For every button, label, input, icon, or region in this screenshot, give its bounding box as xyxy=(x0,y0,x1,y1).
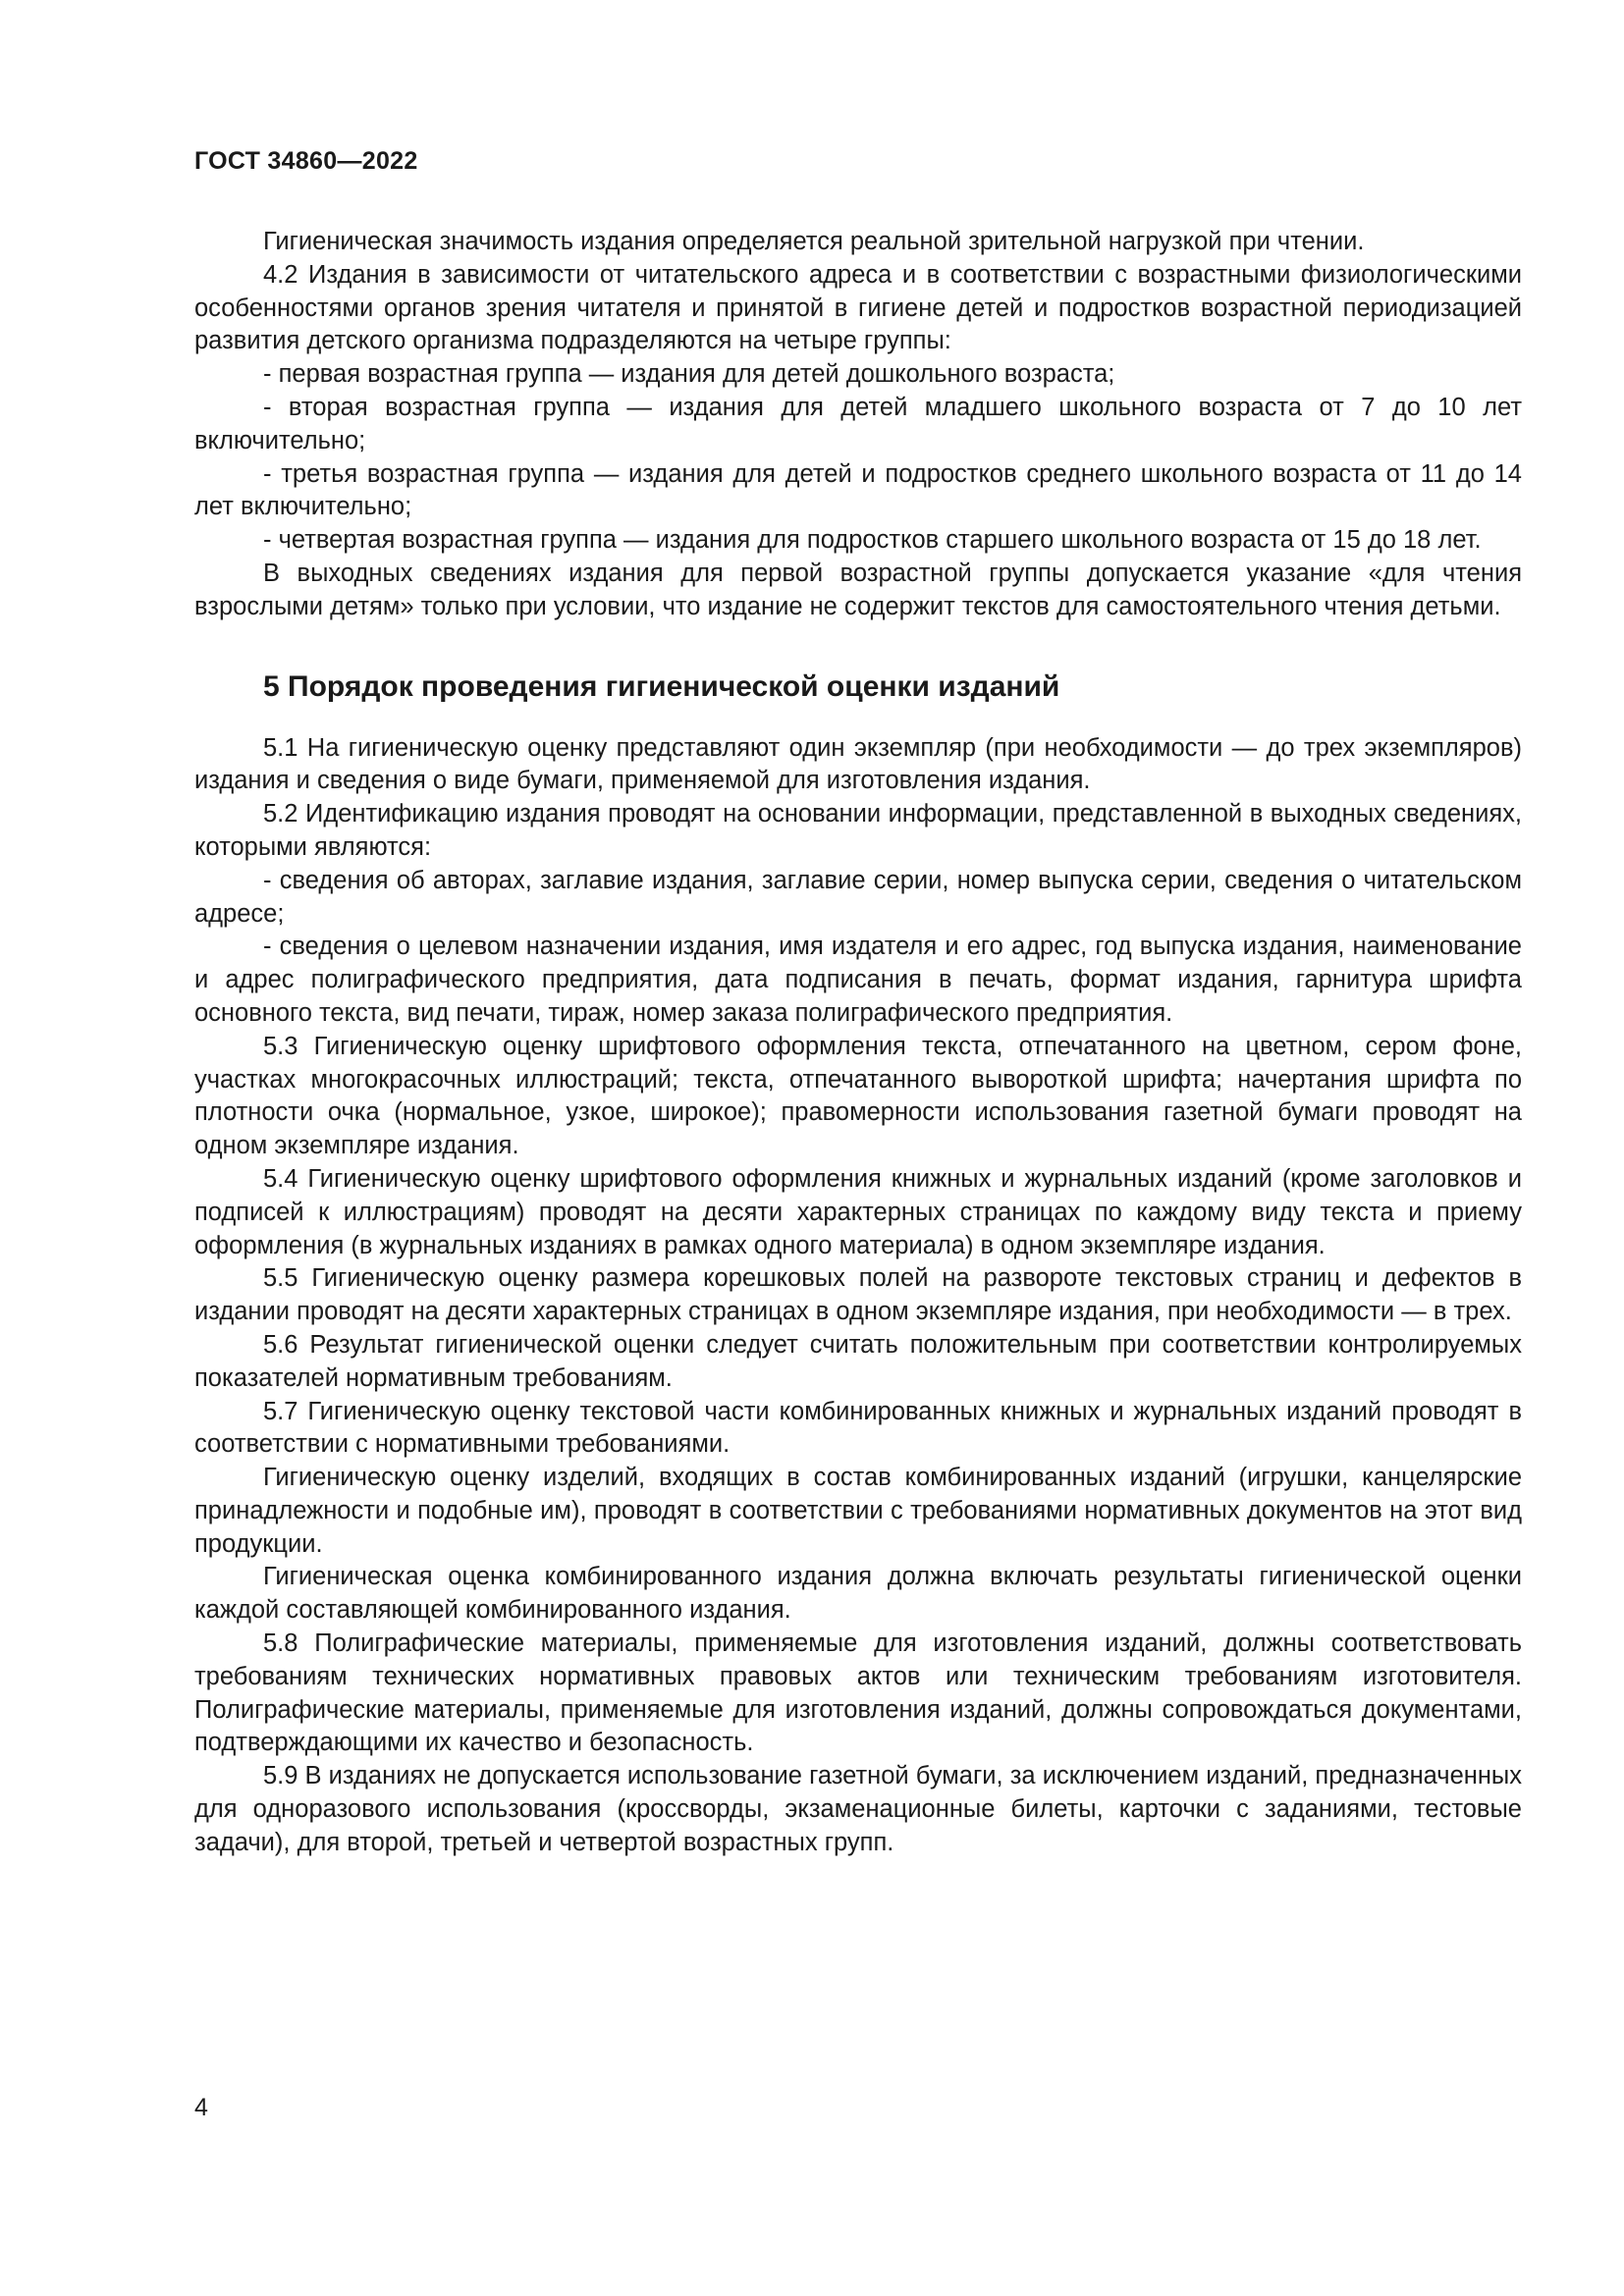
paragraph: 5.7 Гигиеническую оценку текстовой части комбинированных книжных и журнальных изданий проводят в соответствии с нормативными требованиями. xyxy=(194,1397,1522,1459)
document-body xyxy=(194,226,1522,1860)
paragraph: 5.8 Полиграфические материалы, применяемые для изготовления изданий, должны соответствовать требованиям технических нормативных правовых актов или техническим требованиям изготовителя. Полиграфические материалы, применяемые для изготовления изданий, должны сопровождаться документами, подтверждающими их качество и безопасность. xyxy=(194,1629,1522,1757)
paragraph: 5.5 Гигиеническую оценку размера корешковых полей на развороте текстовых страниц и дефектов в издании проводят на десяти характерных страницах в одном экземпляре издания, при необходимости — в трех. xyxy=(194,1264,1522,1326)
paragraph: 5.3 Гигиеническую оценку шрифтового оформления текста, отпечатанного на цветном, сером фоне, участках многокрасочных иллюстраций; текста, отпечатанного вывороткой шрифта; начертания шрифта по плотности очка (нормальное, узкое, широкое); правомерности использования газетной бумаги проводят на одном экземпляре издания. xyxy=(194,1032,1522,1160)
paragraph: 5.4 Гигиеническую оценку шрифтового оформления книжных и журнальных изданий (кроме заголовков и подписей к иллюстрациям) проводят на десяти характерных страницах по каждому виду текста и приему оформления (в журнальных изданиях в рамках одного материала) в одном экземпляре издания. xyxy=(194,1164,1522,1259)
paragraph: 5.1 На гигиеническую оценку представляют один экземпляр (при необходимости — до трех экземпляров) издания и сведения о виде бумаги, применяемой для изготовления издания. xyxy=(194,733,1522,795)
list-item: - третья возрастная группа — издания для детей и подростков среднего школьного возраста от 11 до 14 лет включительно; xyxy=(194,459,1522,521)
paragraph: 5.9 В изданиях не допускается использование газетной бумаги, за исключением изданий, предназначенных для одноразового использования (кроссворды, экзаменационные билеты, карточки с заданиями, тестовые задачи), для второй, третьей и четвертой возрастных групп. xyxy=(194,1762,1522,1856)
paragraph: Гигиеническая оценка комбинированного издания должна включать результаты гигиенической оценки каждой составляющей комбинированного издания. xyxy=(194,1563,1522,1625)
list-item: - четвертая возрастная группа — издания для подростков старшего школьного возраста от 15 до 18 лет. xyxy=(263,526,1482,555)
page-number: 4 xyxy=(194,2094,208,2121)
paragraph: Гигиеническая значимость издания определяется реальной зрительной нагрузкой при чтении. xyxy=(263,228,1365,255)
paragraph: Гигиеническую оценку изделий, входящих в состав комбинированных изданий (игрушки, канцелярские принадлежности и подобные им), проводят в соответствии с требованиями нормативных документов на этот вид продукции. xyxy=(194,1464,1522,1558)
paragraph: 5.6 Результат гигиенической оценки следует считать положительным при соответствии контролируемых показателей нормативным требованиям. xyxy=(194,1330,1522,1392)
list-item: - сведения об авторах, заглавие издания, заглавие серии, номер выпуска серии, сведения о читательском адресе; xyxy=(194,866,1522,928)
paragraph: В выходных сведениях издания для первой возрастной группы допускается указание «для чтения взрослыми детям» только при условии, что издание не содержит текстов для самостоятельного чтения детьми. xyxy=(194,559,1522,620)
paragraph: 5.2 Идентификацию издания проводят на основании информации, представленной в выходных сведениях, которыми являются: xyxy=(194,800,1522,861)
list-item: - вторая возрастная группа — издания для детей младшего школьного возраста от 7 до 10 лет включительно; xyxy=(194,393,1522,454)
list-item: - сведения о целевом назначении издания, имя издателя и его адрес, год выпуска издания, наименование и адрес полиграфического предприятия, дата подписания в печать, формат издания, гарнитура шрифта основного текста, вид печати, тираж, номер заказа полиграфического предприятия. xyxy=(194,933,1522,1027)
document-code-header: ГОСТ 34860—2022 xyxy=(194,147,418,175)
list-item: - первая возрастная группа — издания для детей дошкольного возраста; xyxy=(263,360,1115,389)
paragraph: 4.2 Издания в зависимости от читательского адреса и в соответствии с возрастными физиологическими особенностями органов зрения читателя и принятой в гигиене детей и подростков возрастной периодизацией развития детского организма подразделяются на четыре группы: xyxy=(194,260,1522,355)
section-heading: 5 Порядок проведения гигиенической оценки изданий xyxy=(263,669,1060,703)
